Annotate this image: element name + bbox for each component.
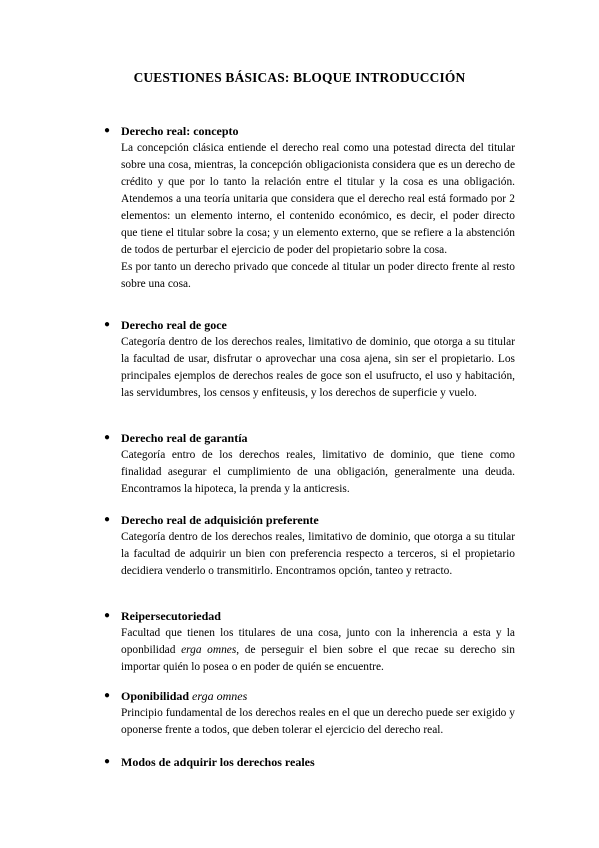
section-heading: Derecho real de adquisición preferente [121,513,319,527]
section-body [121,705,515,739]
paragraph: Categoría dentro de los derechos reales, limitativo de dominio, que otorga a su titular la facultad de usar, disfrutar o aprovechar una cosa ajena, sin ser el propietario. Los principales ejemplos de derechos reales de goce son el usufructo, el uso y habitación, las servidumbres, los censos y enfiteusis, y los derechos de superficie y vuelo. [121,336,515,399]
bullet-icon: ● [104,125,111,136]
section-heading: Reipersecutoriedad [121,609,221,623]
paragraph: La concepción clásica entiende el derecho real como una potestad directa del titular sobre una cosa, mientras, la concepción obligacionista considera que es un derecho de crédito y que por lo tanto la relación entre el titular y la cosa es una obligación. Atendemos a una teoría unitaria que considera que el derecho real está formado por 2 elementos: un elemento interno, el contenido económico, es decir, el poder directo que tiene el titular sobre la cosa; y un elemento externo, que se refiere a la abstención de todos de perturbar el ejercicio de poder del propietario sobre la cosa. [121,142,515,256]
paragraph: Es por tanto un derecho privado que concede al titular un poder directo frente al resto sobre una cosa. [121,261,515,290]
paragraph: Categoría dentro de los derechos reales, limitativo de dominio, que otorga a su titular la facultad de adquirir un bien con preferencia respecto a terceros, si el propietario decidiera venderlo o transmitirlo. Encontramos opción, tanteo y retracto. [121,531,515,577]
section-body [121,334,515,402]
paragraph: Principio fundamental de los derechos reales en el que un derecho puede ser exigido y oponerse frente a todos, que deben tolerar el ejercicio del derecho real. [121,707,515,736]
section-heading: Derecho real de garantía [121,431,248,445]
section-heading: Derecho real: concepto [121,124,239,138]
bullet-icon: ● [104,610,111,621]
section-body [121,447,515,498]
heading-text: Oponibilidad [121,689,190,703]
paragraph [121,625,515,676]
section-heading: Derecho real de goce [121,318,227,332]
bullet-icon: ● [104,756,111,767]
section-body [121,529,515,580]
paragraph-text: Facultad que tienen los titulares de una cosa, junto con la inherencia a esta y la oponbilidad [121,627,515,656]
section-heading: Modos de adquirir los derechos reales [121,755,315,769]
bullet-icon: ● [104,514,111,525]
heading-latin-term: erga omnes [192,689,248,703]
section-body [121,625,515,676]
bullet-icon: ● [104,319,111,330]
bullet-icon: ● [104,690,111,701]
section-heading [121,688,247,705]
page-title: CUESTIONES BÁSICAS: BLOQUE INTRODUCCIÓN [133,70,466,85]
paragraph: Categoría entro de los derechos reales, limitativo de dominio, que tiene como finalidad asegurar el cumplimiento de una obligación, generalmente una deuda. Encontramos la hipoteca, la prenda y la anticresis. [121,449,515,495]
paragraph-text: , de perseguir el bien sobre el que recae su derecho sin importar quién lo posea o en poder de quién se encuentre. [121,644,515,673]
bullet-icon: ● [104,432,111,443]
latin-term: erga omnes [181,644,237,656]
section-body [121,140,515,293]
